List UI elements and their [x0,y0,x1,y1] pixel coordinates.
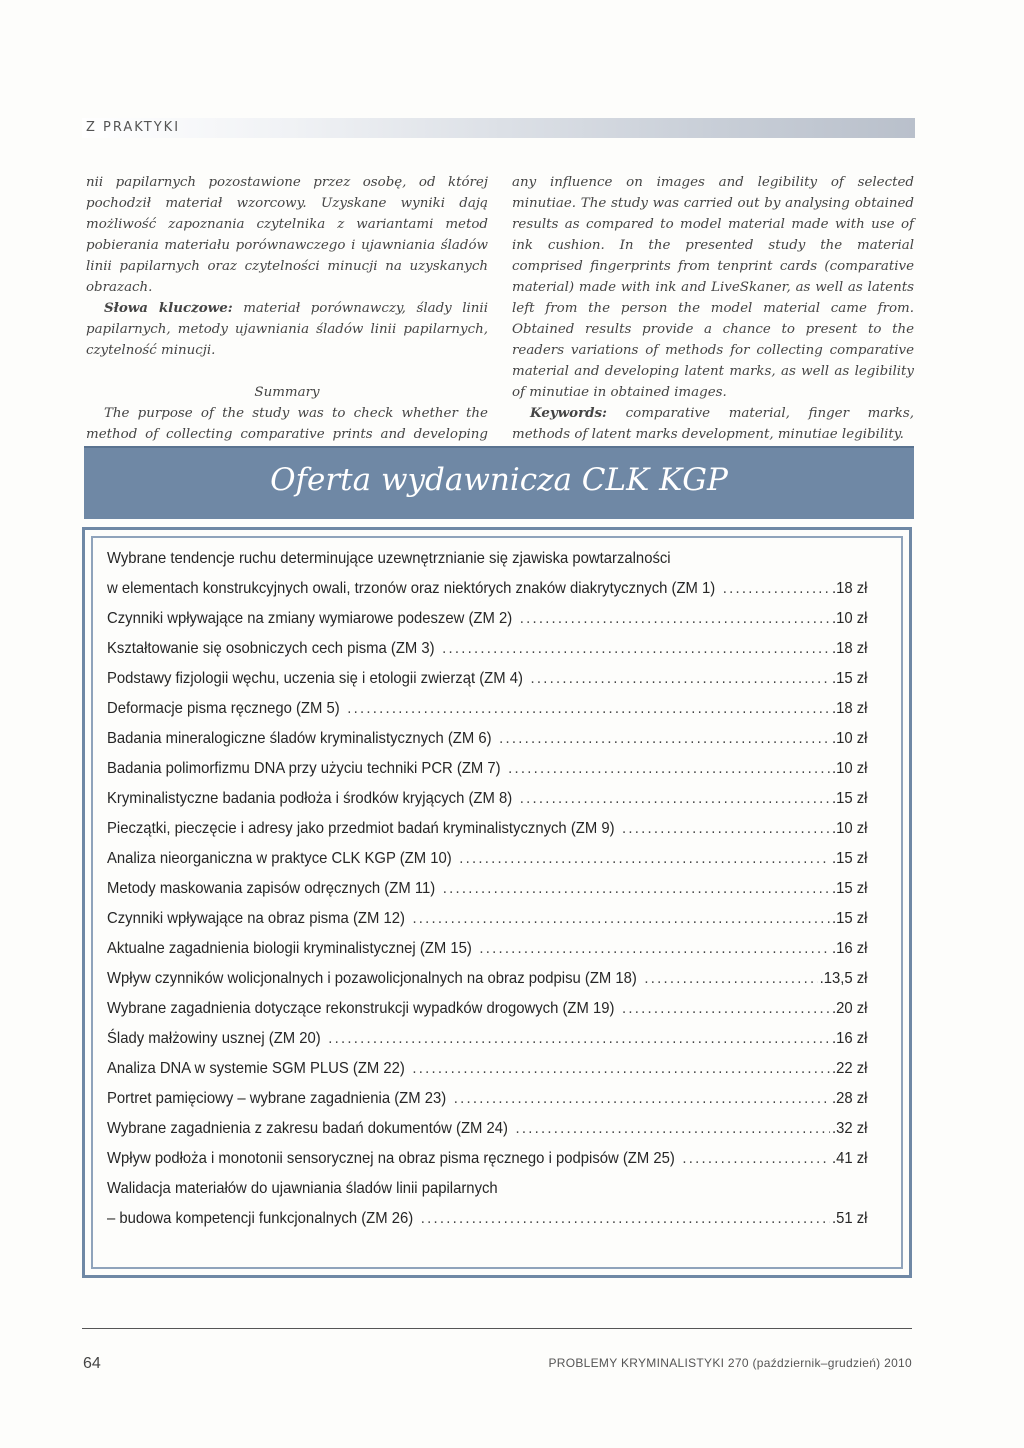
offer-item-title: Wybrane zagadnienia dotyczące rekonstrukcji wypadków drogowych (ZM 19) [107,1000,615,1017]
offer-list [107,550,868,1240]
dot-leader [442,640,830,658]
offer-item-price: .18 zł [831,580,868,597]
offer-item-price: .16 zł [831,940,868,957]
offer-item-price: .10 zł [831,610,868,627]
offer-item-title: Deformacje pisma ręcznego (ZM 5) [107,700,340,717]
journal-title: PROBLEMY KRYMINALISTYKI 270 (październik–grudzień) 2010 [548,1356,912,1370]
offer-item-price: .32 zł [831,1120,868,1137]
dot-leader [347,700,830,718]
dot-leader [443,880,830,898]
offer-item-title: Metody maskowania zapisów odręcznych (ZM 11) [107,880,436,897]
footer-rule [82,1328,912,1329]
offer-item [107,1120,867,1150]
offer-item [107,850,867,880]
offer-item [107,1150,867,1180]
offer-item-title: Podstawy fizjologii węchu, uczenia się i etologii zwierząt (ZM 4) [107,670,523,687]
dot-leader [508,760,830,778]
offer-item-title: Badania polimorfizmu DNA przy użyciu techniki PCR (ZM 7) [107,760,501,777]
offer-item [107,760,867,790]
keywords-label: Słowa kluczowe: [104,300,233,316]
offer-item [107,1030,867,1060]
keywords-en [512,403,914,445]
offer-item-title: Analiza DNA w systemie SGM PLUS (ZM 22) [107,1060,405,1077]
offer-item-title: Wybrane tendencje ruchu determinujące uzewnętrznianie się zjawiska powtarzalności [107,550,671,567]
offer-item-price: .10 zł [831,820,868,837]
offer-item [107,790,867,820]
dot-leader [421,1210,830,1228]
keywords-pl [86,298,488,361]
dot-leader [412,1060,830,1078]
summary-heading: Summary [254,385,320,400]
offer-item-title: Czynniki wpływające na obraz pisma (ZM 12) [107,910,405,927]
offer-item-price: .16 zł [831,1030,868,1047]
offer-item-title: Badania mineralogiczne śladów kryminalistycznych (ZM 6) [107,730,492,747]
offer-item-price: .20 zł [831,1000,868,1017]
summary-paragraph: The purpose of the study was to check whether the method of collecting comparative prints and developing [86,406,488,442]
offer-item [107,1060,867,1090]
offer-item [107,1090,867,1120]
offer-item-price: .18 zł [831,640,868,657]
dot-leader [520,790,830,808]
offer-banner [84,446,914,519]
offer-item [107,970,867,1000]
offer-item-title: Wpływ podłoża i monotonii sensorycznej na obraz pisma ręcznego i podpisów (ZM 25) [107,1150,675,1167]
offer-item-title: Aktualne zagadnienia biologii kryminalistycznej (ZM 15) [107,940,472,957]
dot-leader [516,1120,831,1138]
offer-item-price: .22 zł [831,1060,868,1077]
offer-item-price: .13,5 zł [819,970,868,987]
offer-item-price: .28 zł [831,1090,868,1107]
offer-item-title: – budowa kompetencji funkcjonalnych (ZM 26) [107,1210,414,1227]
page-number: 64 [83,1355,101,1372]
offer-item-title: Analiza nieorganiczna w praktyce CLK KGP (ZM 10) [107,850,452,867]
offer-item [107,940,867,970]
offer-item [107,730,867,760]
dot-leader [644,970,817,988]
dot-leader [622,820,830,838]
offer-item-title: w elementach konstrukcyjnych owali, trzonów oraz niektórych znaków diakrytycznych (ZM 1) [107,580,716,597]
offer-item [107,880,867,910]
dot-leader [459,850,830,868]
dot-leader [682,1150,830,1168]
offer-item [107,1180,867,1210]
keywords-text: materiał porównawczy, ślady linii papilarnych, metody ujawniania śladów linii papilarnych, czytelność minucji. [86,301,488,358]
offer-item-price: .15 zł [831,790,868,807]
article-column-right [512,172,914,445]
dot-leader [479,940,830,958]
offer-item-title: Walidacja materiałów do ujawniania śladów linii papilarnych [107,1180,498,1197]
dot-leader [723,580,830,598]
article-paragraph: nii papilarnych pozostawione przez osobę, od której pochodził materiał wzorcowy. Uzyskane wyniki dają możliwość zapoznania czytelnika z wariantami metod pobierania materiału porównawczego i ujawniania śladów linii papilarnych oraz czytelności minucji na uzyskanych obrazach. [86,175,488,295]
offer-item-price: .10 zł [831,730,868,747]
dot-leader [622,1000,830,1018]
offer-item-price: .18 zł [831,700,868,717]
offer-item [107,670,867,700]
dot-leader [328,1030,830,1048]
offer-item [107,1000,867,1030]
dot-leader [530,670,830,688]
offer-item [107,610,867,640]
section-label: Z PRAKTYKI [86,120,181,135]
offer-item-price: .41 zł [831,1150,868,1167]
offer-item-title: Wybrane zagadnienia z zakresu badań dokumentów (ZM 24) [107,1120,509,1137]
offer-item [107,550,867,580]
offer-item-price: .15 zł [831,850,868,867]
offer-item-price: .15 zł [831,880,868,897]
offer-item-price: .15 zł [831,670,868,687]
summary-paragraph-continued: any influence on images and legibility of selected minutiae. The study was carried out by analysing obtained results as compared to model material made with use of ink cushion. In the presented study the material comprised fingerprints from tenprint cards (comparative material) made with ink and LiveSkaner, as well as latents left from the person the model material came from. Obtained results provide a chance to present to the readers variations of methods for collecting comparative material and developing latent marks, as well as legibility of minutiae in obtained images. [512,175,914,400]
keywords-label: Keywords: [530,405,608,421]
dot-leader [499,730,830,748]
offer-item-price: .15 zł [831,910,868,927]
offer-item-title: Wpływ czynników wolicjonalnych i pozawolicjonalnych na obraz podpisu (ZM 18) [107,970,637,987]
offer-item [107,640,867,670]
offer-item-title: Ślady małżowiny usznej (ZM 20) [107,1030,321,1047]
article-column-left [86,172,488,466]
dot-leader [454,1090,830,1108]
offer-item-title: Czynniki wpływające na zmiany wymiarowe podeszew (ZM 2) [107,610,513,627]
offer-item-price: .10 zł [831,760,868,777]
dot-leader [520,610,830,628]
keywords-text: comparative material, finger marks, methods of latent marks development, minutiae legibility. [512,406,914,442]
dot-leader [412,910,830,928]
offer-item-title: Kryminalistyczne badania podłoża i środków kryjących (ZM 8) [107,790,513,807]
offer-title: Oferta wydawnicza CLK KGP [270,462,728,498]
offer-item-title: Pieczątki, pieczęcie i adresy jako przedmiot badań kryminalistycznych (ZM 9) [107,820,615,837]
offer-item [107,580,867,610]
offer-item-title: Kształtowanie się osobniczych cech pisma (ZM 3) [107,640,435,657]
offer-item [107,820,867,850]
offer-item [107,1210,867,1240]
offer-item [107,910,867,940]
offer-item-title: Portret pamięciowy – wybrane zagadnienia (ZM 23) [107,1090,447,1107]
section-header-bar [82,118,915,138]
offer-item-price: .51 zł [831,1210,868,1227]
offer-item [107,700,867,730]
